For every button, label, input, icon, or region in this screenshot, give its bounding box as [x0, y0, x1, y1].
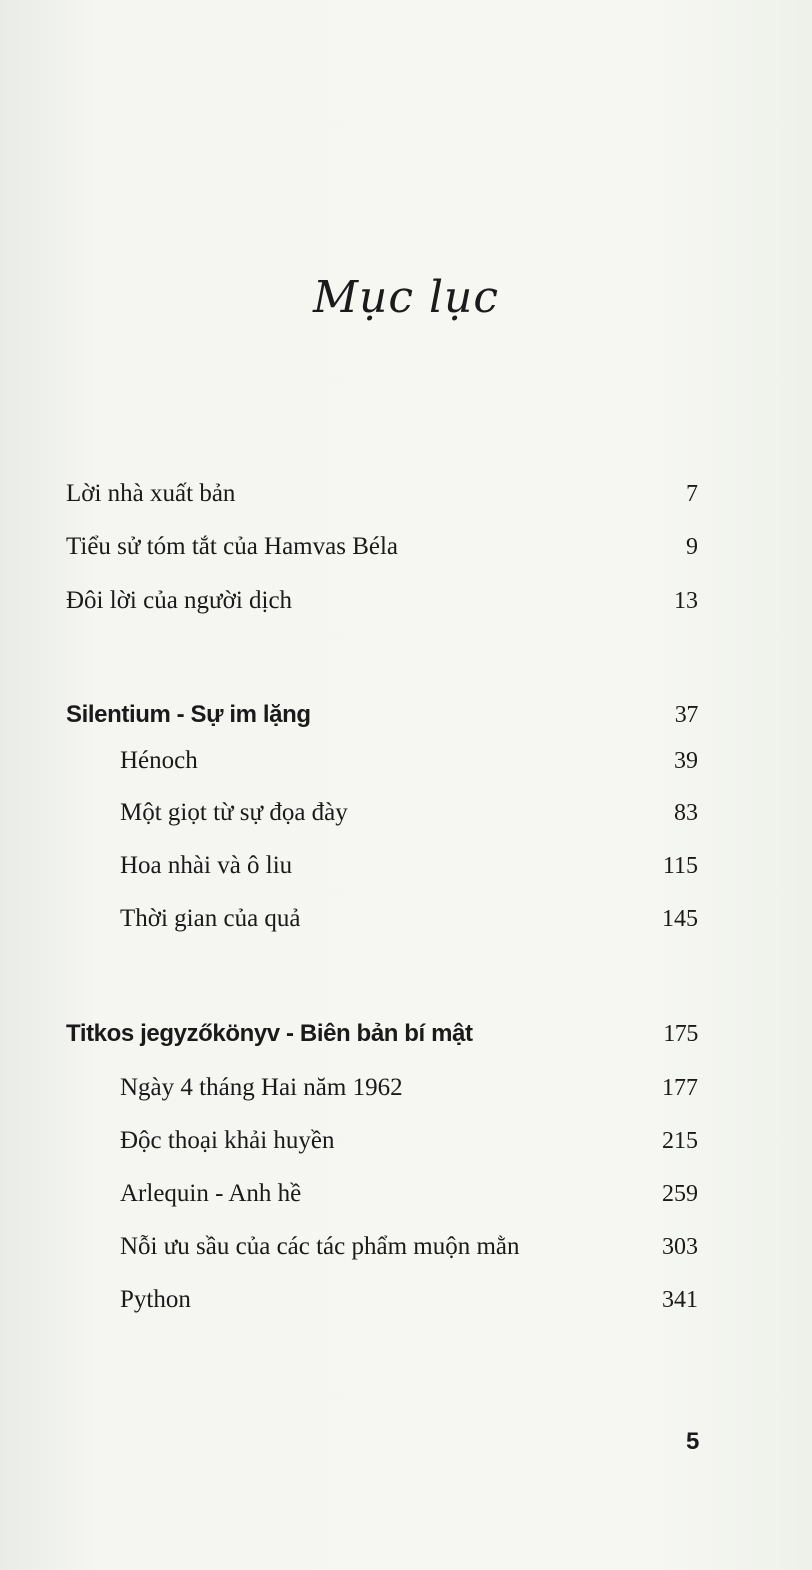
toc-entry-label: Hénoch	[120, 747, 198, 774]
toc-entry-label: Đôi lời của người dịch	[66, 587, 293, 614]
toc-entry	[120, 745, 698, 777]
toc-part-label: Titkos jegyzőkönyv - Biên bản bí mật	[66, 1020, 473, 1047]
toc-entry-page: 145	[662, 906, 698, 932]
page-number: 5	[686, 1428, 700, 1455]
toc-entry-page: 175	[663, 1021, 698, 1047]
toc-entry-page: 83	[674, 800, 698, 826]
toc-entry	[120, 1178, 698, 1210]
toc-entry	[120, 1125, 698, 1157]
toc-entry-label: Tiểu sử tóm tắt của Hamvas Béla	[66, 533, 399, 560]
toc-entry-label: Độc thoại khải huyền	[120, 1127, 335, 1154]
toc-entry	[120, 850, 698, 882]
toc-entry-page: 115	[662, 853, 698, 879]
toc-entry-page: 13	[674, 588, 698, 614]
toc-entry	[66, 531, 698, 563]
toc-entry-label: Thời gian của quả	[120, 905, 301, 932]
toc-entry-label: Ngày 4 tháng Hai năm 1962	[120, 1074, 403, 1101]
toc-entry	[120, 903, 698, 935]
toc-entry-label: Một giọt từ sự đọa đày	[120, 799, 348, 826]
toc-part-heading	[66, 699, 698, 731]
toc-entry-page: 9	[686, 534, 698, 560]
toc-entry-label: Lời nhà xuất bản	[66, 480, 236, 507]
toc-part-heading	[66, 1018, 698, 1050]
toc-entry-label: Arlequin - Anh hề	[120, 1180, 302, 1207]
toc-entry-label: Python	[120, 1286, 191, 1313]
toc-entry-page: 177	[662, 1075, 698, 1101]
toc-part-label: Silentium - Sự im lặng	[66, 701, 311, 728]
page-title: Mục lục	[312, 272, 500, 323]
toc-entry-label: Nỗi ưu sầu của các tác phẩm muộn mằn	[120, 1233, 520, 1260]
toc-entry	[120, 797, 698, 829]
toc-entry-page: 39	[674, 748, 698, 774]
toc-entry-page: 303	[662, 1234, 698, 1260]
toc-entry	[66, 478, 698, 510]
toc-entry	[120, 1072, 698, 1104]
toc-entry-page: 7	[686, 481, 698, 507]
toc-entry-page: 341	[662, 1287, 698, 1313]
toc-entry-page: 259	[662, 1181, 698, 1207]
toc-entry-page: 215	[662, 1128, 698, 1154]
toc-entry	[120, 1231, 698, 1263]
toc-entry	[66, 585, 698, 617]
toc-entry	[120, 1284, 698, 1316]
toc-entry-page: 37	[674, 702, 698, 728]
toc-entry-label: Hoa nhài và ô liu	[120, 852, 293, 879]
